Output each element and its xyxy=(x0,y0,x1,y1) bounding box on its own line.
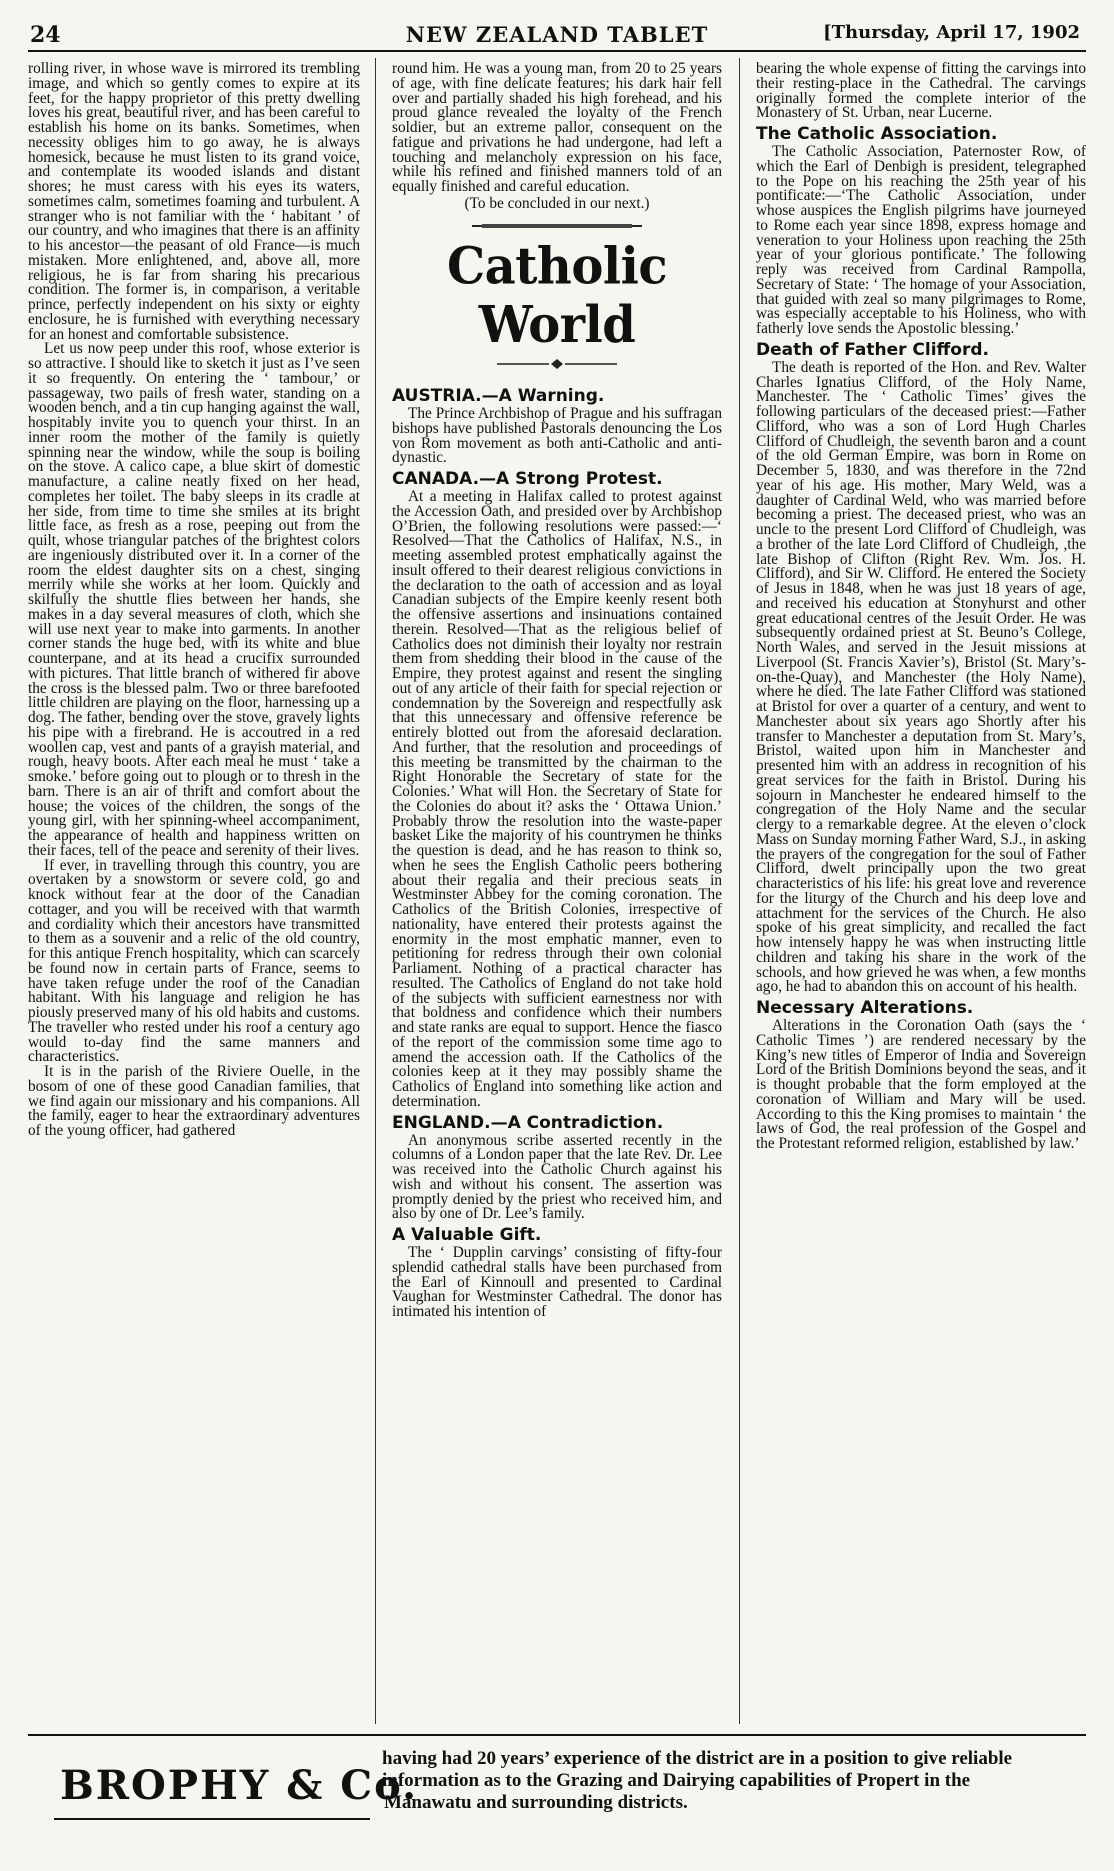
ad-line: Manawatu and surrounding districts. xyxy=(384,1792,688,1813)
story-paragraph: Let us now peep under this roof, whose exterior is so attractive. I should like to sketch it just as I’ve seen it so frequently. On entering the ‘ tambour,’ or passageway, two pails of fresh water, standing on a wooden bench, and a tin cup hanging against the wall, hospitably invite you to quench your thirst. In an inner room the mother of the family is quietly spinning near the window, while the soup is boiling on the stove. A calico cape, a blue skirt of domestic manufacture, a caline neatly fixed on her head, completes her toilet. The baby sleeps in its cradle at her side, from time to time she smiles at its bright little face, as fresh as a rose, peeping out from the quilt, whose triangular patches of the brightest colors are ingeniously distributed over it. In a corner of the room the eldest daughter sits on a chest, singing merrily while she works at her loom. Quickly and skilfully the shuttle flies between her hands, she makes in a day several measures of cloth, which she will use next year to make into garments. In another corner stands the huge bed, with its white and blue counterpane, and at its head a crucifix surrounded with pictures. That little branch of withered fir above the cross is the blessed palm. Two or three barefooted little children are playing on the floor, harnessing up a dog. The father, bending over the stove, gravely lights his pipe with a firebrand. He is accoutred in a red woollen cap, vest and pants of a grayish material, and rough, heavy boots. After each meal he must ‘ take a smoke.’ before going out to plough or to thresh in the barn. There is an air of thrift and comfort about the house; the voices of the children, the songs of the young girl, with her spinning-wheel accompaniment, the appearance of health and happiness written on their faces, tell of the peace and serenity of their lives. xyxy=(28,340,360,859)
masthead xyxy=(28,20,1086,52)
section-title: Catholic World xyxy=(446,237,668,356)
article-paragraph: At a meeting in Halifax called to protest against the Accession Oath, and presided over by Archbishop O’Brien, the following resolutions were passed:—‘ Resolved—That the Catholics of Halifax, N.S., in meeting assembled protest emphatically against the insult offered to their dearest religious convictions in the declaration to the oath of accession and as loyal Canadian subjects of the Empire keenly resent both the offensive assertions and insinuations contained therein. Resolved—That as the religious belief of Catholics does not diminish their loyalty nor restrain them from shedding their blood in the cause of the Empire, they protest against and resent the singling out of any article of their faith for special rejection or condemnation by the Sovereign and respectfully ask that this unnecessary and offensive reference be entirely blotted out from the aforesaid declaration. And further, that the resolution and proceedings of this meeting be transmitted by the chairman to the Right Honorable the Secretary of state for the Colonies.’ What will Hon. the Secretary of State for the Colonies do about it? asks the ‘ Ottawa Union.’ Probably throw the resolution into the waste-paper basket Like the majority of his countrymen he thinks the question is dead, and he has reason to think so, when he sees the English Catholic peers bothering about their regalia and their precious seats in Westminster Abbey for the coming coronation. The Catholics of the British Colonies, irrespective of nationality, have entered their protests against the enormity in the most emphatic manner, even to petitioning for redress through their own colonial Parliament. Nothing of a practical character has resulted. The Catholics of England do not take hold of the subjects with sufficient earnestness nor with that boldness and confidence which their numbers and state ranks are equal to support. Hence the fiasco of the report of the commission some time ago to amend the accession oath. If the Catholics of the colonies keep at it they may possibly shame the Catholics of England into something like action and determination. xyxy=(392,488,722,1110)
column-rule-right xyxy=(739,58,740,1724)
article-heading: The Catholic Association. xyxy=(756,124,998,144)
ad-brand-underline xyxy=(54,1818,370,1820)
decorative-rule xyxy=(392,218,722,233)
article-heading: A Valuable Gift. xyxy=(392,1225,542,1245)
column-3 xyxy=(756,62,1086,1718)
rule-ornament-icon xyxy=(472,223,642,229)
article-paragraph: The death is reported of the Hon. and Rev. Walter Charles Ignatius Clifford, of the Holy Name, Manchester. The ‘ Catholic Times’ gives the following particulars of the deceased priest:—Father Clifford, who was a son of Lord Hugh Charles Clifford of Chudleigh, the seventh baron and a count of the old German Empire, was born in Rome on December 5, 1830, and was therefore in the 72nd year of his age. His mother, Mary Weld, was a daughter of Cardinal Weld, who was married before becoming a priest. The deceased priest, who was an uncle to the present Lord Clifford of Chudleigh, was a brother of the late Lord Clifford of Chudleigh, ,the late Bishop of Clifton (Right Rev. Wm. Jos. H. Clifford), and Sir W. Clifford. He entered the Society of Jesus in 1848, when he was just 18 years of age, and received his education at Stonyhurst and other great educational centres of the Jesuit Order. He was subsequently ordained priest at St. Beuno’s College, North Wales, and served in the Jesuit missions at Liverpool (St. Francis Xavier’s), Bristol (St. Mary’s-on-the-Quay), and Manchester (the Holy Name), where he died. The late Father Clifford was stationed at Bristol for over a quarter of a century, and went to Manchester about six years ago Shortly after his transfer to Manchester a deputation from St. Mary’s, Bristol, waited upon him in Manchester and presented him with an address in recognition of his great services for the faith in Bristol. During his sojourn in Manchester he endeared himself to the congregation of the Holy Name and the secular clergy to a remarkable degree. At the eleven o’clock Mass on Sunday morning Father Ward, S.J., in asking the prayers of the congregation for the soul of Father Clifford, dwelt principally upon the two great characteristics of his life: his great love and reverence for the liturgy of the Church and his deep love and attachment for the services of the Church. He also spoke of his great simplicity, and recalled the fact how intensely happy he was when instructing little children and taking his share in the work of the schools, and how grieved he was when, a few months ago, he had to abandon this on account of his health. xyxy=(756,358,1086,996)
issue-date: [Thursday, April 17, 1902 xyxy=(823,22,1080,43)
story-paragraph: round him. He was a young man, from 20 to 25 years of age, with fine delicate features; his dark hair fell over and partially shaded his high forehead, and his proud glance revealed the loyalty of the French soldier, but an extreme pallor, consequent on the fatigue and privations he had undergone, had left a touching and melancholy expression on his face, while his refined and finished manners told of an equally finished and careful education. xyxy=(392,62,722,195)
column-2 xyxy=(392,62,722,1718)
article-heading: Necessary Alterations. xyxy=(756,998,974,1018)
ad-copy xyxy=(382,1748,1072,1814)
ad-brand: BROPHY & Co. xyxy=(60,1762,419,1809)
publication-title: NEW ZEALAND TABLET xyxy=(405,22,709,47)
article-heading: AUSTRIA.—A Warning. xyxy=(392,386,605,406)
advertisement xyxy=(28,1734,1086,1860)
title-ornament xyxy=(392,358,722,373)
article-paragraph: Alterations in the Coronation Oath (says the ‘ Catholic Times ’) are rendered necessary by the King’s new titles of Emperor of India and Sovereign Lord of the British Dominions beyond the seas, and it is thought probable that the form employed at the coronation of William and Mary will be used. According to this the King promises to maintain ‘ the laws of God, the real profession of the Gospel and the Protestant reformed religion, established by law.’ xyxy=(756,1017,1086,1152)
page-number: 24 xyxy=(30,22,61,48)
article-heading: Death of Father Clifford. xyxy=(756,339,989,360)
article-paragraph: The Prince Archbishop of Prague and his suffragan bishops have published Pastorals denouncing the Los von Rom movement as both anti-Catholic and anti-dynastic. xyxy=(392,405,722,467)
article-paragraph: The Catholic Association, Paternoster Row, of which the Earl of Denbigh is president, telegraphed to the Pope on his reaching the 25th year of his pontificate:—‘The Catholic Association, under whose auspices the English pilgrims have journeyed to Rome each year since 1898, express homage and veneration to your Holiness upon reaching the 25th year of your glorious pontificate.’ The following reply was received from Cardinal Rampolla, Secretary of State: ‘ The homage of your Association, that guided with zeal so many pilgrimages to Rome, was especially acceptable to his Holiness, who with fatherly love sends the Apostolic blessing.’ xyxy=(756,143,1086,337)
story-paragraph: If ever, in travelling through this country, you are overtaken by a snowstorm or severe cold, go and knock without fear at the door of the Canadian cottager, and you will be received with that warmth and cordiality which their ancestors have transmitted to them as a souvenir and a relic of the old country, for this antique French hospitality, which can scarcely be found now in certain parts of France, seems to have taken refuge under the roof of the Canadian habitant. With his language and religion he has piously preserved many of his old habits and customs. The traveller who rested under his roof a century ago would to-day find the same manners and characteristics. xyxy=(28,856,360,1066)
article-paragraph: bearing the whole expense of fitting the carvings into their resting-place in the Cathedral. The carvings originally formed the complete interior of the Monastery of St. Urban, near Lucerne. xyxy=(756,62,1086,122)
article-heading: ENGLAND.—A Contradiction. xyxy=(392,1112,664,1133)
story-paragraph: It is in the parish of the Riviere Ouelle, in the bosom of one of these good Canadian families, that we find again our missionary and his companions. All the family, eager to hear the extraordinary adventures of the young officer, had gathered xyxy=(28,1063,360,1139)
article-paragraph: The ‘ Dupplin carvings’ consisting of fifty-four splendid cathedral stalls have been purchased from the Earl of Kinnoull and presented to Cardinal Vaughan for Westminster Cathedral. The donor has intimated his intention of xyxy=(392,1244,722,1320)
column-1 xyxy=(28,62,360,1718)
ad-line: having had 20 years’ experience of the district are in a position to give reliable xyxy=(382,1748,1013,1769)
diamond-ornament-icon xyxy=(497,359,617,369)
article-heading: CANADA.—A Strong Protest. xyxy=(392,469,663,489)
article-paragraph: An anonymous scribe asserted recently in the columns of a London paper that the late Rev. Dr. Lee was received into the Catholic Church against his wish and without his consent. The assertion was promptly denied by the priest who received him, and also by one of Dr. Lee’s family. xyxy=(392,1131,722,1223)
story-paragraph: rolling river, in whose wave is mirrored its trembling image, and which so gently comes to expire at its feet, for the happy proprietor of this pretty dwelling loves his great, beautiful river, and has been careful to establish his home on its banks. Sometimes, when necessity obliges him to go away, he is always homesick, because he must listen to its grand voice, and contemplate its wooded islands and distant shores; he must caress with his eyes its waters, sometimes calm, sometimes foaming and turbulent. A stranger who is not familiar with the ‘ habitant ’ of our country, and who imagines that there is an affinity to his ancestor—the peasant of old France—is much mistaken. More enlightened, and, above all, more religious, he is far from sharing his precarious condition. The former is, in comparison, a veritable prince, perfectly independent on his sixty or eighty enclosure, he is furnished with everything necessary for an honest and comfortable subsistence. xyxy=(28,62,360,343)
ad-line: information as to the Grazing and Dairying capabilities of Propert in the xyxy=(382,1770,971,1791)
column-rule-left xyxy=(375,58,376,1724)
continued-note: (To be concluded in our next.) xyxy=(464,194,650,212)
